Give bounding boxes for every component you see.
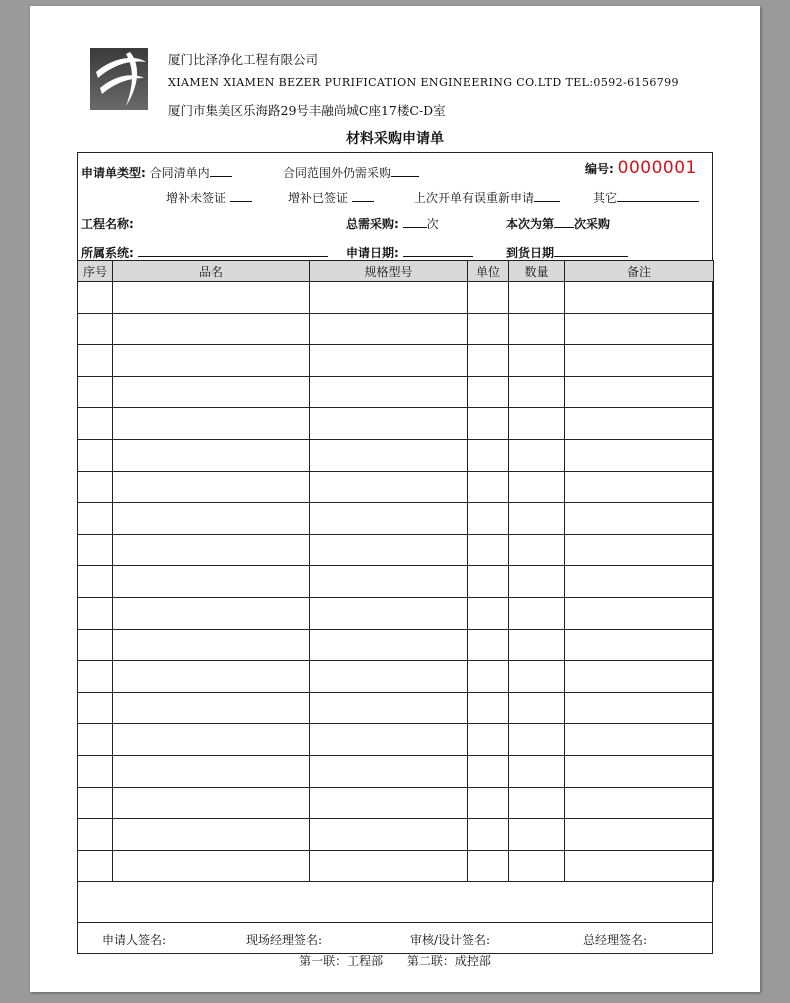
arrival-date-label: 到货日期 [506,246,555,260]
table-cell[interactable] [509,503,565,535]
table-cell[interactable] [78,471,113,503]
table-cell[interactable] [78,439,113,471]
table-cell[interactable] [509,376,565,408]
table-cell[interactable] [310,661,468,693]
table-cell[interactable] [468,597,509,629]
table-cell[interactable] [565,755,714,787]
table-cell[interactable] [78,755,113,787]
table-cell[interactable] [565,692,714,724]
table-row [78,724,714,756]
table-cell[interactable] [310,629,468,661]
table-cell[interactable] [113,503,310,535]
table-row [78,503,714,535]
copy-footer [30,952,760,969]
system-blank[interactable] [138,245,328,257]
table-cell[interactable] [565,629,714,661]
table-row [78,692,714,724]
table-row [78,566,714,598]
table-cell[interactable] [509,439,565,471]
table-cell[interactable] [310,724,468,756]
table-cell[interactable] [468,629,509,661]
reapply-blank[interactable] [534,190,560,202]
table-row [78,661,714,693]
table-cell[interactable] [310,819,468,851]
table-cell[interactable] [509,282,565,314]
col-header-item-name: 品名 [113,261,310,282]
table-cell[interactable] [78,345,113,377]
table-cell[interactable] [78,661,113,693]
option-contract-in: 合同清单内 [149,166,210,180]
gm-signature-label: 总经理签名: [583,933,648,947]
table-cell[interactable] [565,313,714,345]
copy1-label: 第一联：工程部 [299,954,384,968]
table-cell[interactable] [113,534,310,566]
contract-out-blank[interactable] [391,165,419,177]
contract-in-blank[interactable] [210,165,232,177]
table-row [78,282,714,314]
table-cell[interactable] [565,661,714,693]
table-cell[interactable] [468,566,509,598]
table-row [78,439,714,471]
table-cell[interactable] [113,597,310,629]
review-signature-label: 审核/设计签名: [410,933,491,947]
table-cell[interactable] [113,692,310,724]
company-english-tel: XIAMEN XIAMEN BEZER PURIFICATION ENGINEERING CO.LTD TEL:0592-6156799 [168,76,679,89]
form-title: 材料采购申请单 [346,131,444,147]
document-page [30,6,760,992]
table-row [78,313,714,345]
table-cell[interactable] [468,471,509,503]
option-unsigned: 增补未签证 [166,191,227,205]
table-cell[interactable] [565,408,714,440]
arrival-date-blank[interactable] [554,245,628,257]
table-row [78,819,714,851]
table-cell[interactable] [78,597,113,629]
table-cell[interactable] [565,724,714,756]
table-row [78,376,714,408]
table-cell[interactable] [468,408,509,440]
col-header-quantity: 数量 [509,261,565,282]
table-cell[interactable] [310,503,468,535]
table-header-row [78,261,714,282]
table-blank-row [78,890,712,923]
table-cell[interactable] [509,629,565,661]
table-cell[interactable] [113,345,310,377]
table-cell[interactable] [113,755,310,787]
project-name-label: 工程名称: [81,217,134,231]
unsigned-blank[interactable] [230,190,252,202]
table-cell[interactable] [310,692,468,724]
this-purchase-unit: 次采购 [574,217,611,231]
table-cell[interactable] [113,471,310,503]
table-row [78,345,714,377]
table-cell[interactable] [509,819,565,851]
table-cell[interactable] [468,345,509,377]
table-cell[interactable] [310,313,468,345]
table-row [78,755,714,787]
table-cell[interactable] [509,755,565,787]
col-header-unit: 单位 [468,261,509,282]
option-contract-out: 合同范围外仍需采购 [283,166,392,180]
table-cell[interactable] [565,282,714,314]
table-cell[interactable] [78,534,113,566]
table-cell[interactable] [113,661,310,693]
table-cell[interactable] [78,313,113,345]
table-cell[interactable] [509,408,565,440]
table-cell[interactable] [468,692,509,724]
col-header-remark: 备注 [565,261,714,282]
table-cell[interactable] [565,376,714,408]
table-cell[interactable] [310,787,468,819]
table-cell[interactable] [78,282,113,314]
table-cell[interactable] [468,787,509,819]
total-unit: 次 [426,217,439,231]
table-cell[interactable] [310,597,468,629]
table-cell[interactable] [113,629,310,661]
table-cell[interactable] [78,376,113,408]
this-purchase-blank[interactable] [554,216,574,228]
option-reapply: 上次开单有误重新申请 [414,191,535,205]
other-blank[interactable] [617,190,699,202]
company-address: 厦门市集美区乐海路29号丰融尚城C座17楼C-D室 [168,103,446,118]
total-purchase-blank[interactable] [403,216,427,228]
company-logo-icon [90,48,148,110]
option-other: 其它 [593,191,618,205]
table-cell[interactable] [78,692,113,724]
table-cell[interactable] [310,376,468,408]
apply-date-label: 申请日期: [346,246,399,260]
table-cell[interactable] [78,850,113,882]
col-header-index: 序号 [78,261,113,282]
table-cell[interactable] [468,439,509,471]
table-cell[interactable] [468,724,509,756]
table-cell[interactable] [78,787,113,819]
table-cell[interactable] [565,787,714,819]
table-cell[interactable] [509,471,565,503]
table-cell[interactable] [565,819,714,851]
table-cell[interactable] [468,313,509,345]
table-cell[interactable] [565,439,714,471]
table-cell[interactable] [78,503,113,535]
apply-date-blank[interactable] [403,245,473,257]
table-cell[interactable] [509,534,565,566]
table-cell[interactable] [113,313,310,345]
table-cell[interactable] [78,819,113,851]
table-cell[interactable] [310,534,468,566]
table-cell[interactable] [565,471,714,503]
table-cell[interactable] [310,471,468,503]
table-cell[interactable] [78,724,113,756]
table-cell[interactable] [565,503,714,535]
table-cell[interactable] [113,850,310,882]
table-cell[interactable] [113,408,310,440]
table-cell[interactable] [310,345,468,377]
table-cell[interactable] [468,819,509,851]
table-cell[interactable] [509,850,565,882]
copy2-label: 第二联：成控部 [406,954,491,968]
table-cell[interactable] [468,850,509,882]
serial-label: 编号: [585,162,614,176]
table-cell[interactable] [78,566,113,598]
table-cell[interactable] [565,534,714,566]
table-cell[interactable] [468,503,509,535]
form-frame [77,152,713,954]
table-cell[interactable] [78,629,113,661]
table-cell[interactable] [310,408,468,440]
table-cell[interactable] [113,376,310,408]
table-cell[interactable] [113,724,310,756]
table-cell[interactable] [509,313,565,345]
table-cell[interactable] [468,661,509,693]
table-cell[interactable] [468,376,509,408]
table-cell[interactable] [468,755,509,787]
table-row [78,850,714,882]
this-purchase-label: 本次为第 [506,217,555,231]
table-cell[interactable] [565,850,714,882]
option-signed: 增补已签证 [288,191,349,205]
company-name: 厦门比泽净化工程有限公司 [168,52,319,67]
table-row [78,471,714,503]
table-cell[interactable] [310,566,468,598]
table-row [78,629,714,661]
table-cell[interactable] [468,282,509,314]
table-cell[interactable] [113,819,310,851]
table-cell[interactable] [113,439,310,471]
table-cell[interactable] [509,661,565,693]
table-cell[interactable] [113,282,310,314]
table-row [78,597,714,629]
table-row [78,787,714,819]
table-cell[interactable] [509,597,565,629]
table-cell[interactable] [310,439,468,471]
signed-blank[interactable] [352,190,374,202]
table-cell[interactable] [78,408,113,440]
table-cell[interactable] [565,566,714,598]
table-cell[interactable] [509,724,565,756]
serial-number: 0000001 [617,158,697,178]
table-cell[interactable] [565,345,714,377]
table-cell[interactable] [509,787,565,819]
request-type-label: 申请单类型: [81,166,146,180]
table-cell[interactable] [509,692,565,724]
system-label: 所属系统: [81,246,134,260]
table-cell[interactable] [310,282,468,314]
table-cell[interactable] [468,534,509,566]
applicant-signature-label: 申请人签名: [102,933,167,947]
site-manager-signature-label: 现场经理签名: [246,933,323,947]
table-row [78,408,714,440]
total-purchase-label: 总需采购: [346,217,399,231]
table-cell[interactable] [509,345,565,377]
table-cell[interactable] [310,755,468,787]
table-cell[interactable] [113,787,310,819]
table-cell[interactable] [565,597,714,629]
col-header-spec: 规格型号 [310,261,468,282]
items-table [77,260,714,882]
table-cell[interactable] [113,566,310,598]
table-cell[interactable] [509,566,565,598]
table-row [78,534,714,566]
table-cell[interactable] [310,850,468,882]
